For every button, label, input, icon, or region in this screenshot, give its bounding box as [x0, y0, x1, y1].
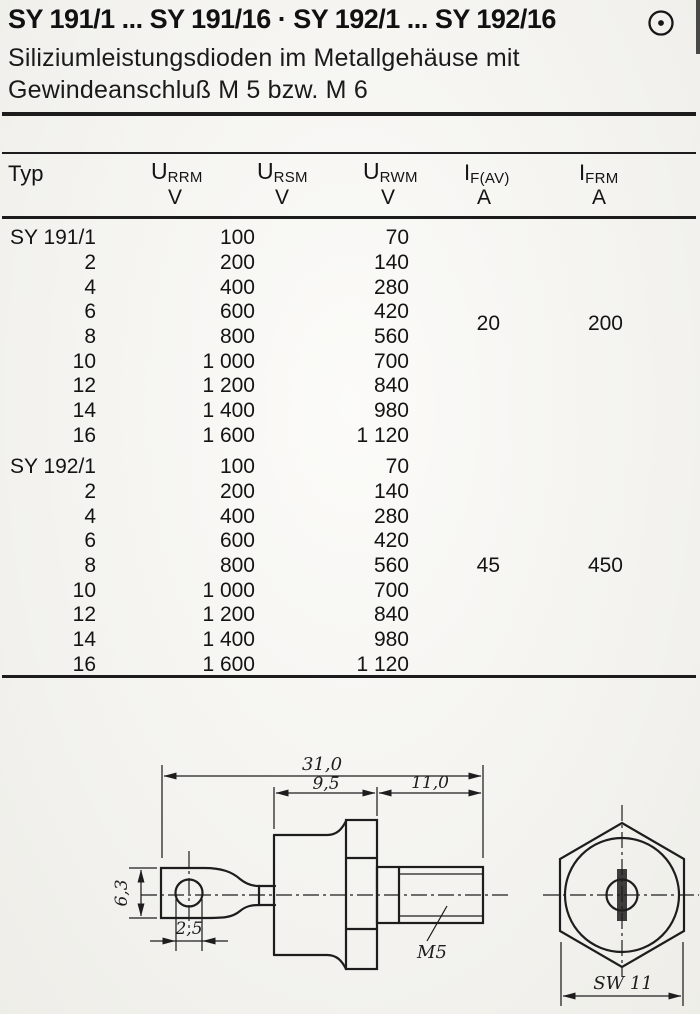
cell-urwm: 560 [373, 553, 409, 577]
unit-ursm: V [275, 186, 290, 209]
cell-urrm-ursm: 1 200 [202, 603, 255, 627]
table-row [0, 529, 700, 554]
cell-urwm: 420 [373, 529, 409, 553]
table-group-sy191 [0, 226, 700, 448]
table-row [0, 226, 700, 251]
scan-edge-artifact [696, 0, 700, 54]
diode-front-view-drawing [543, 805, 699, 1006]
col-header-typ: Typ [8, 161, 44, 186]
col-header-ursm: $U_{RSM}$ [257, 158, 308, 186]
page-title: SY 191/1 ... SY 191/16 · SY 192/1 ... SY 192/16 [8, 4, 556, 34]
cell-urrm-ursm: 1 000 [202, 578, 255, 602]
table-rows-sy191 [0, 226, 700, 448]
unit-ifav: A [477, 186, 492, 209]
cell-typ: 16 [72, 652, 96, 676]
ratings-table [0, 226, 700, 684]
cell-typ: 10 [72, 349, 96, 373]
cell-typ: 8 [84, 553, 96, 577]
cell-urwm: 840 [373, 603, 409, 627]
dim-hole-offset: 2,5 [175, 919, 203, 939]
cell-urrm-ursm: 1 200 [202, 374, 255, 398]
cell-urrm-ursm: 400 [219, 504, 255, 528]
table-header-rule [2, 216, 696, 219]
cell-typ: SY 191/1 [9, 226, 96, 250]
table-row [0, 275, 700, 300]
cell-typ: 6 [84, 529, 96, 553]
cell-urwm: 1 120 [356, 423, 409, 447]
package-outline-drawing [0, 730, 700, 1014]
cell-urwm: 70 [385, 455, 409, 479]
cell-typ: 4 [84, 275, 96, 299]
cell-urwm: 140 [373, 479, 409, 503]
cell-typ: 4 [84, 504, 96, 528]
table-row [0, 349, 700, 374]
unit-urrm: V [168, 186, 183, 209]
dim-body-length: 9,5 [312, 774, 340, 794]
cell-urwm: 840 [373, 374, 409, 398]
cell-urrm-ursm: 600 [219, 300, 255, 324]
cell-urrm-ursm: 100 [219, 455, 255, 479]
cell-urwm: 1 120 [356, 652, 409, 676]
cell-urrm-ursm: 800 [219, 553, 255, 577]
cell-typ: 10 [72, 578, 96, 602]
cell-typ: SY 192/1 [9, 455, 96, 479]
cell-urwm: 140 [373, 250, 409, 274]
cell-typ: 14 [72, 627, 96, 651]
unit-urwm: V [381, 186, 396, 209]
cell-urrm-ursm: 800 [219, 324, 255, 348]
table-row [0, 603, 700, 628]
table-row [0, 455, 700, 480]
cell-urrm-ursm: 400 [219, 275, 255, 299]
cell-urrm-ursm: 1 000 [202, 349, 255, 373]
if-av-value-sy191: 20 [476, 311, 500, 335]
col-header-urwm: $U_{RWM}$ [363, 158, 418, 186]
cell-urrm-ursm: 600 [219, 529, 255, 553]
diode-side-view-drawing [112, 754, 509, 969]
unit-ifrm: A [592, 186, 607, 209]
dim-total-length: 31,0 [301, 754, 343, 775]
cell-typ: 16 [72, 423, 96, 447]
wrench-size-label: SW 11 [593, 973, 653, 994]
table-group-sy192 [0, 455, 700, 677]
col-header-urrm: $U_{RRM}$ [151, 158, 203, 186]
circle-dot-icon [646, 8, 676, 38]
dim-lug-width: 6,3 [112, 879, 132, 907]
cell-urrm-ursm: 200 [219, 250, 255, 274]
cell-typ: 2 [84, 250, 96, 274]
table-row [0, 652, 700, 677]
ifrm-value-sy191: 200 [587, 311, 623, 335]
table-row [0, 628, 700, 653]
table-row [0, 399, 700, 424]
cell-urwm: 420 [373, 300, 409, 324]
col-header-ifav: $I_{F(AV)}$ [464, 160, 510, 187]
cell-urwm: 280 [373, 275, 409, 299]
col-header-ifrm: $I_{FRM}$ [579, 160, 619, 187]
cell-urrm-ursm: 1 600 [202, 652, 255, 676]
thread-size-label: M5 [417, 942, 447, 963]
cell-urrm-ursm: 1 600 [202, 423, 255, 447]
cell-urwm: 280 [373, 504, 409, 528]
cell-typ: 14 [72, 398, 96, 422]
cell-typ: 6 [84, 300, 96, 324]
cell-urrm-ursm: 100 [219, 226, 255, 250]
table-row [0, 423, 700, 448]
cell-typ: 12 [72, 374, 96, 398]
table-row [0, 578, 700, 603]
cell-urwm: 700 [373, 578, 409, 602]
cell-urwm: 980 [373, 398, 409, 422]
cell-urwm: 980 [373, 627, 409, 651]
cell-urwm: 700 [373, 349, 409, 373]
subtitle-line-1: Siliziumleistungsdioden im Metallgehäuse mit [8, 44, 520, 72]
cell-typ: 12 [72, 603, 96, 627]
subtitle-line-2: Gewindeanschluß M 5 bzw. M 6 [8, 76, 368, 104]
table-row [0, 480, 700, 505]
cell-urrm-ursm: 200 [219, 479, 255, 503]
cell-urwm: 560 [373, 324, 409, 348]
table-top-rule [2, 152, 696, 154]
table-row [0, 251, 700, 276]
dim-stud-length: 11,0 [411, 773, 449, 793]
cell-urwm: 70 [385, 226, 409, 250]
cell-typ: 8 [84, 324, 96, 348]
cell-urrm-ursm: 1 400 [202, 627, 255, 651]
table-row [0, 374, 700, 399]
cell-urrm-ursm: 1 400 [202, 398, 255, 422]
if-av-value-sy192: 45 [476, 554, 500, 577]
table-row [0, 504, 700, 529]
cell-typ: 2 [84, 479, 96, 503]
divider-thick [2, 112, 696, 116]
ifrm-value-sy192: 450 [587, 554, 623, 577]
